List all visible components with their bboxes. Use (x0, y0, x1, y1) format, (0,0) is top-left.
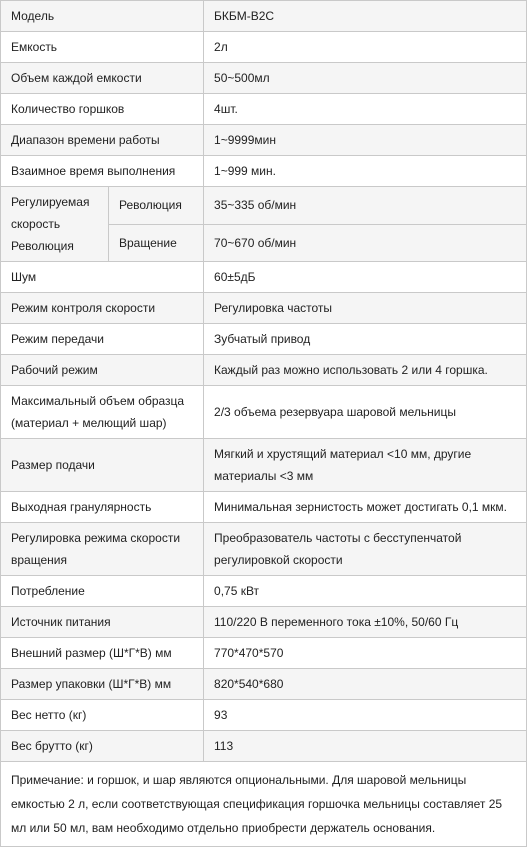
spec-value: Мягкий и хрустящий материал <10 мм, другие материалы <3 мм (204, 439, 527, 492)
spec-label: Источник питания (1, 607, 204, 638)
spec-label: Емкость (1, 32, 204, 63)
spec-label: Максимальный объем образца (материал + мелющий шар) (1, 386, 204, 439)
spec-label: Размер упаковки (Ш*Г*В) мм (1, 669, 204, 700)
spec-label: Размер подачи (1, 439, 204, 492)
spec-value: 70~670 об/мин (204, 224, 527, 262)
spec-label: Потребление (1, 576, 204, 607)
spec-value: 4шт. (204, 94, 527, 125)
spec-value: Преобразователь частоты с бесступенчатой регулировкой скорости (204, 523, 527, 576)
table-row (1, 63, 527, 94)
spec-sublabel: Вращение (109, 224, 204, 262)
table-row (1, 638, 527, 669)
table-row (1, 355, 527, 386)
spec-value: 820*540*680 (204, 669, 527, 700)
table-row (1, 700, 527, 731)
spec-value: 50~500мл (204, 63, 527, 94)
spec-value: 2л (204, 32, 527, 63)
table-row (1, 386, 527, 439)
spec-value: 93 (204, 700, 527, 731)
table-row (1, 293, 527, 324)
spec-label: Рабочий режим (1, 355, 204, 386)
table-row (1, 125, 527, 156)
spec-value: Минимальная зернистость может достигать 0,1 мкм. (204, 492, 527, 523)
spec-value: 0,75 кВт (204, 576, 527, 607)
spec-label: Режим контроля скорости (1, 293, 204, 324)
spec-value: 2/3 объема резервуара шаровой мельницы (204, 386, 527, 439)
spec-value: 110/220 В переменного тока ±10%, 50/60 Гц (204, 607, 527, 638)
spec-label: Взаимное время выполнения (1, 156, 204, 187)
table-row (1, 576, 527, 607)
table-row (1, 669, 527, 700)
spec-label: Количество горшков (1, 94, 204, 125)
spec-label: Модель (1, 1, 204, 32)
spec-label: Регулировка режима скорости вращения (1, 523, 204, 576)
note-text: Примечание: и горшок, и шар являются опциональными. Для шаровой мельницы емкостью 2 л, если соответствующая спецификация горшочка мельницы составляет 25 мл или 50 мл, вам необходимо отдельно приобрести держатель основания. (1, 762, 527, 847)
spec-value: Каждый раз можно использовать 2 или 4 горшка. (204, 355, 527, 386)
speed-label: Регулируемая скорость Революция (1, 187, 109, 262)
table-row (1, 187, 527, 225)
spec-label: Вес брутто (кг) (1, 731, 204, 762)
spec-label: Вес нетто (кг) (1, 700, 204, 731)
table-row (1, 324, 527, 355)
table-row (1, 439, 527, 492)
table-row (1, 32, 527, 63)
spec-value: 35~335 об/мин (204, 187, 527, 225)
spec-label: Выходная гранулярность (1, 492, 204, 523)
table-row (1, 262, 527, 293)
table-row (1, 492, 527, 523)
note-row (1, 762, 527, 847)
spec-value: 770*470*570 (204, 638, 527, 669)
spec-label: Диапазон времени работы (1, 125, 204, 156)
spec-value: Зубчатый привод (204, 324, 527, 355)
table-row (1, 731, 527, 762)
spec-value: Регулировка частоты (204, 293, 527, 324)
spec-value: БКБМ-В2С (204, 1, 527, 32)
spec-label: Режим передачи (1, 324, 204, 355)
spec-label: Объем каждой емкости (1, 63, 204, 94)
table-row (1, 1, 527, 32)
spec-label: Шум (1, 262, 204, 293)
spec-label: Внешний размер (Ш*Г*В) мм (1, 638, 204, 669)
spec-sublabel: Революция (109, 187, 204, 225)
table-row (1, 94, 527, 125)
spec-value: 1~9999мин (204, 125, 527, 156)
spec-value: 60±5дБ (204, 262, 527, 293)
table-row (1, 523, 527, 576)
table-row (1, 607, 527, 638)
spec-value: 1~999 мин. (204, 156, 527, 187)
spec-value: 113 (204, 731, 527, 762)
table-row (1, 156, 527, 187)
